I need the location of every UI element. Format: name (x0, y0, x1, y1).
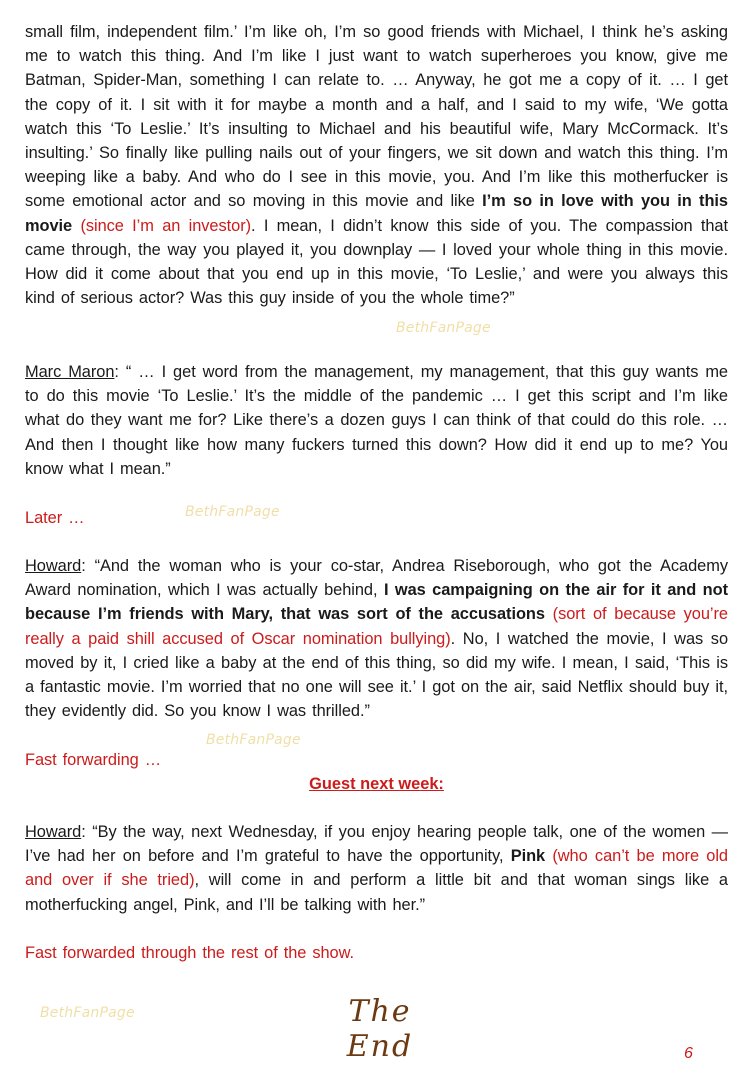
speaker-name: Marc Maron (25, 363, 115, 381)
paragraph-marc-maron (25, 360, 728, 481)
paragraph-text: . I mean, I didn’t know this side of you. The compassion that came through, the way you played it, you downplay — I loved your whole thing in this movie. How did it come about that you end up in this movie, ‘To Leslie,’ and were you always this kind of serious actor? Was this guy inside of you the whole time?” (25, 216, 729, 308)
paragraph-text: “ … I get word from the management, my management, that this guy wants me to do this movie ‘To Leslie.’ It’s the middle of the pandemic … I get this script and I’m like what do they want me for? Like there’s a dozen guys I can think of that could do this role. … And then I thought like how many fuckers turned this down? How did it end up to me? You know what I mean.” (25, 363, 728, 478)
speaker-colon: : (114, 363, 126, 381)
speaker-colon: : (81, 557, 95, 575)
watermark: BethFanPage (185, 504, 280, 520)
the-end-title: The End (346, 994, 414, 1064)
page-number: 6 (684, 1045, 693, 1062)
watermark: BethFanPage (206, 732, 301, 748)
speaker-name: Howard (25, 557, 82, 575)
speaker-name: Howard (25, 823, 82, 841)
red-commentary: (who can’t be more old and over if she tried) (25, 847, 728, 890)
paragraph-howard-pink (25, 820, 728, 917)
red-commentary: (since I’m an investor) (72, 216, 252, 235)
speaker-colon: : (81, 823, 93, 841)
paragraph-text: “And the woman who is your co-star, Andrea Riseborough, who got the Academy Award nomination, which I was actually behind, (25, 557, 728, 600)
fast-forwarding-note: Fast forwarding … (25, 751, 162, 769)
paragraph-howard-quote-continued (25, 20, 728, 310)
fast-forwarded-note: Fast forwarded through the rest of the show. (25, 944, 355, 962)
watermark: BethFanPage (396, 320, 491, 336)
watermark: BethFanPage (40, 1005, 135, 1021)
bold-emphasis: Pink (510, 847, 546, 866)
paragraph-howard-riseborough (25, 554, 728, 723)
red-commentary: (sort of because you’re really a paid shill accused of Oscar nomination bullying) (25, 605, 728, 648)
bold-emphasis: I was campaigning on the air for it and not because I’m friends with Mary, that was sort of the accusations (25, 581, 728, 624)
paragraph-text: small film, independent film.’ I’m like oh, I’m so good friends with Michael, I think he’s asking me to watch this thing. And I’m like I just want to watch superheroes you know, give me Batman, Spider-Man, something I can relate to. … Anyway, he got me a copy of it. … I get the copy of it. I sit with it for maybe a month and a half, and I said to my wife, ‘We gotta watch this ‘To Leslie.’ It’s insulting to Michael and his beautiful wife, Mary McCormack. It’s insulting.’ So finally like pulling nails out of your fingers, we sit down and watch this thing. I’m weeping like a baby. And who do I see in this movie, you. And I’m like this motherfucker is some emotional actor and so moving in this movie and like (25, 23, 728, 211)
later-note: Later … (25, 509, 85, 527)
paragraph-text: . No, I watched the movie, I was so moved by it, I cried like a baby at the end of this thing, so did my wife. I mean, I said, ‘This is a fantastic movie. I’m worried that no one will see it.’ I got on the air, said Netflix should buy it, they evidently did. So you know I was thrilled.” (25, 629, 729, 721)
paragraph-text: “By the way, next Wednesday, if you enjoy hearing people talk, one of the women — I’ve had her on before and I’m grateful to have the opportunity, (25, 823, 728, 866)
guest-next-week-heading: Guest next week: (309, 775, 444, 793)
bold-emphasis: I’m so in love with you in this movie (25, 192, 728, 235)
paragraph-text: , will come in and perform a little bit and that woman sings like a motherfucking angel, Pink, and I’ll be talking with her.” (25, 871, 728, 914)
